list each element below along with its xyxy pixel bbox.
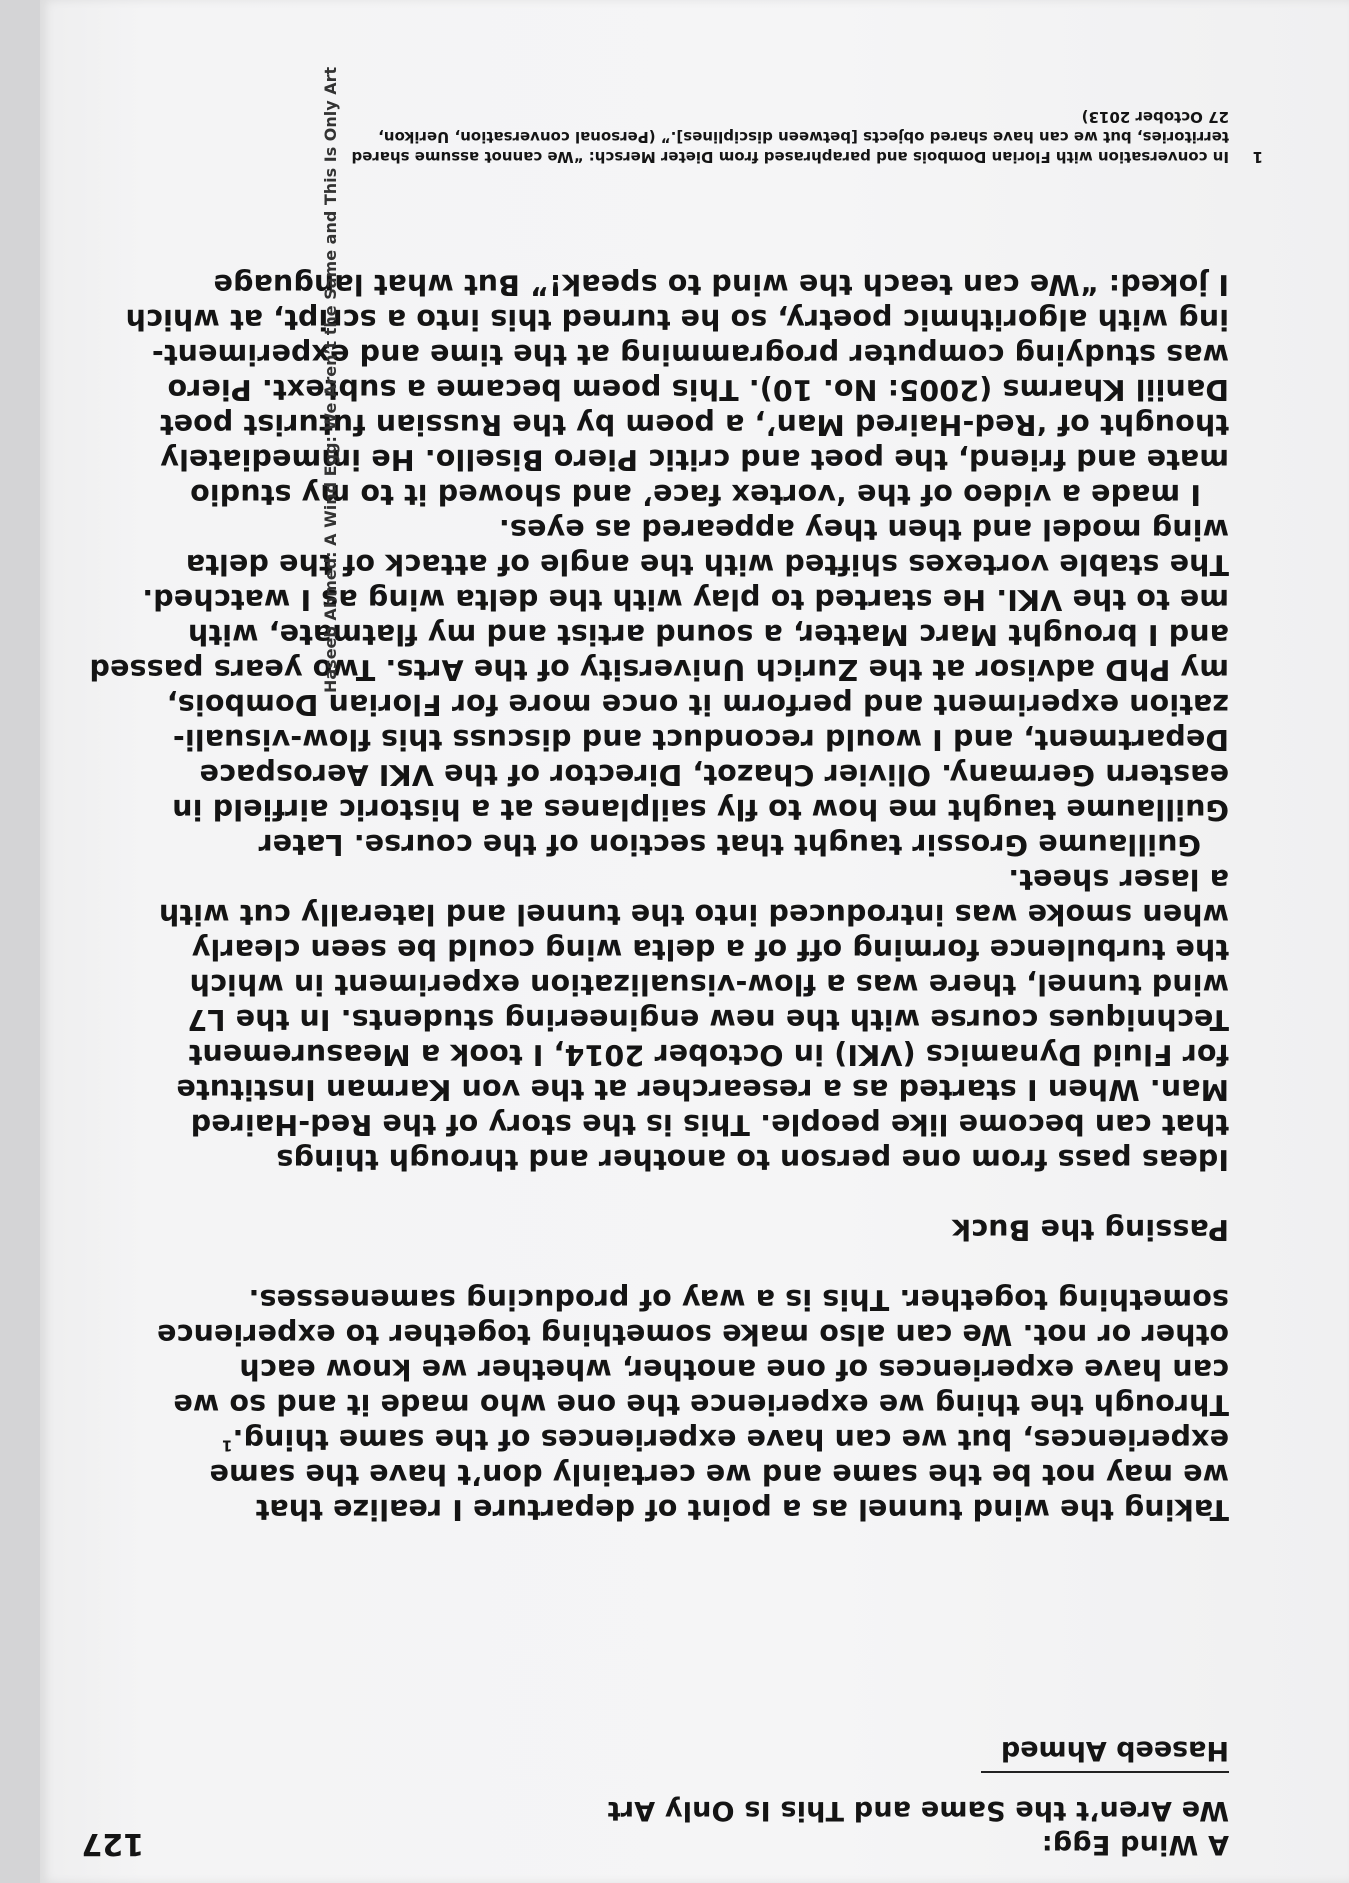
- text-line: Man. When I started as a researcher at the von Karman Institute: [176, 1073, 1229, 1106]
- footnote-number: 1: [1252, 148, 1263, 166]
- text-line: zation experiment and perform it once more for Florian Dombois,: [166, 688, 1229, 721]
- text-line: mate and friend, the poet and critic Piero Bisello. He immediately: [160, 443, 1229, 476]
- text-line: I made a video of the ‘vortex face’ and showed it to my studio: [189, 478, 1201, 511]
- text-line: the turbulence forming off of a delta wing could be seen clearly: [191, 933, 1229, 966]
- text-line-content: experiences, but we can have experiences of the same thing.: [232, 1423, 1229, 1456]
- text-line: eastern Germany. Olivier Chazot, Director of the VKI Aerospace: [199, 758, 1229, 791]
- text-line: Ideas pass from one person to another and through things: [276, 1143, 1229, 1176]
- text-line: Daniil Kharms (2005: No. 10). This poem became a subtext. Piero: [167, 373, 1229, 406]
- text-line: something together. This is a way of producing samenesses.: [248, 1283, 1229, 1316]
- paragraph-2: [158, 862, 1229, 1177]
- running-title: [607, 1793, 1229, 1861]
- text-line: Techniques course with the new engineering students. In the L7: [187, 1003, 1229, 1036]
- author-name: Haseeb Ahmed: [981, 1733, 1229, 1773]
- footnote-line: 27 October 2013): [1081, 108, 1229, 126]
- text-line: wing model and then they appeared as eyes.: [498, 513, 1229, 546]
- text-line: my PhD advisor at the Zurich University of the Arts. Two years passed: [89, 653, 1229, 686]
- text-line: we may not be the same and we certainly don’t have the same: [209, 1458, 1229, 1491]
- side-running-caption: Haseeb Ahmed: A Wind Egg: We Aren’t the Same and This Is Only Art: [321, 66, 340, 693]
- text-line: [179, 1422, 1229, 1457]
- section-heading: Passing the Buck: [951, 1213, 1229, 1246]
- text-line: Taking the wind tunnel as a point of departure I realize that: [255, 1493, 1229, 1526]
- page-number: 127: [81, 1826, 144, 1861]
- text-line: a laser sheet.: [1008, 863, 1229, 896]
- text-line: ing with algorithmic poetry, so he turned this into a script, at which: [125, 303, 1229, 336]
- paragraph-1: [156, 1282, 1229, 1527]
- text-line: me to the VKI. He started to play with the delta wing as I watched.: [142, 583, 1229, 616]
- text-line: Department, and I would reconduct and discuss this flow-visuali-: [172, 723, 1229, 756]
- title-line-2: We Aren’t the Same and This Is Only Art: [607, 1795, 1229, 1826]
- text-line: when smoke was introduced into the tunnel and laterally cut with: [158, 898, 1229, 931]
- text-line: other or not. We can also make something together to experience: [156, 1318, 1229, 1351]
- text-line: The stable vortexes shifted with the angle of attack of the delta: [185, 548, 1229, 581]
- footnote-marker: 1: [221, 1436, 233, 1455]
- text-line: was studying computer programming at the time and experiment-: [151, 338, 1229, 371]
- text-line: thought of ‘Red-Haired Man’, a poem by the Russian futurist poet: [159, 408, 1229, 441]
- text-line: wind tunnel, there was a flow-visualization experiment in which: [189, 968, 1229, 1001]
- text-line: Guillaume taught me how to fly sailplanes at a historic airfield in: [172, 793, 1229, 826]
- title-line-1: A Wind Egg:: [1041, 1829, 1229, 1860]
- text-line: I joked: “We can teach the wind to speak!” But what language: [213, 268, 1229, 301]
- text-line: for Fluid Dynamics (VKI) in October 2014, I took a Measurement: [188, 1038, 1229, 1071]
- text-line: can have experiences of one another, whether we know each: [239, 1353, 1229, 1386]
- text-line: Guillaume Grossir taught that section of the course. Later: [258, 828, 1201, 861]
- text-line: Through the thing we experience the one who made it and so we: [173, 1388, 1229, 1421]
- footnote-line: territories, but we can have shared objects [between disciplines].” (Personal conversation, Uerikon,: [378, 128, 1229, 146]
- text-line: and I brought Marc Matter, a sound artist and my flatmate, with: [187, 618, 1229, 651]
- text-line: that can become like people. This is the story of the Red-Haired: [190, 1108, 1229, 1141]
- footnote-line: In conversation with Florian Dombois and paraphrased from Dieter Mersch: “We cannot assume shared: [351, 148, 1229, 166]
